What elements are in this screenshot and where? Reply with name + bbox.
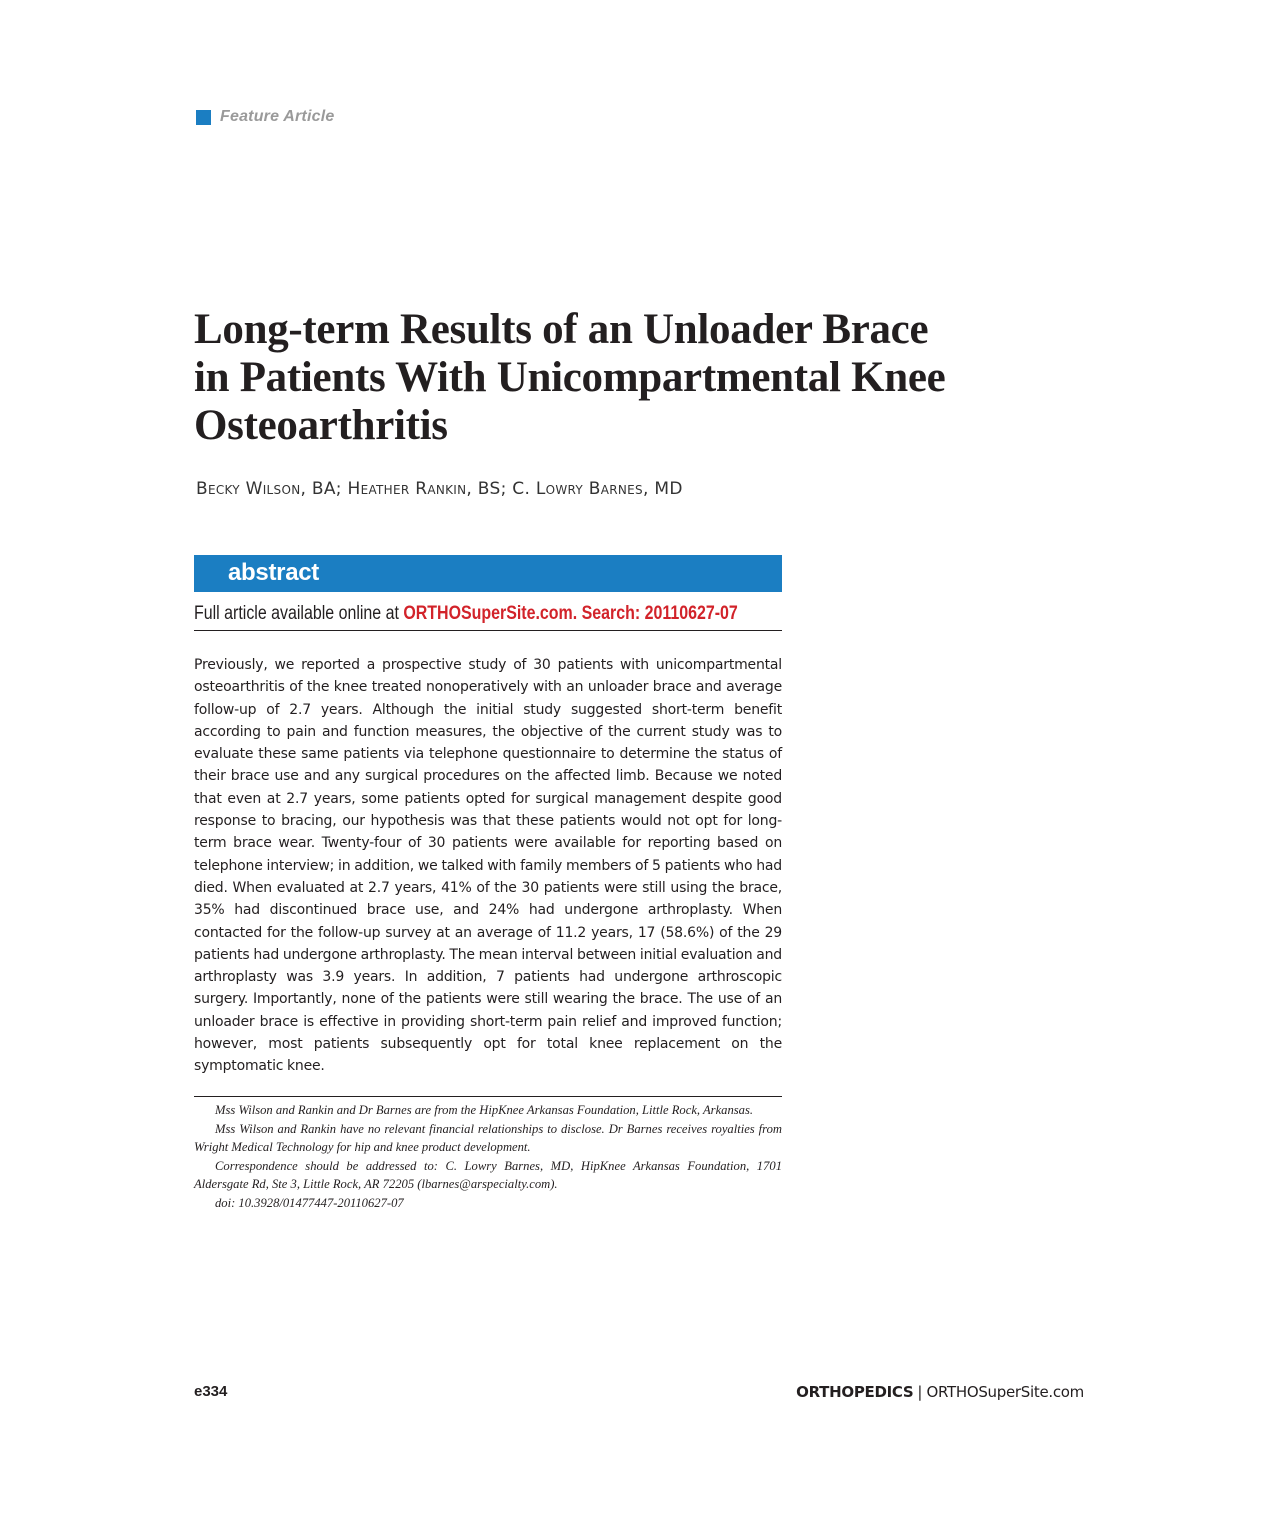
abstract-body: Previously, we reported a prospective study of 30 patients with unicompartmental osteoarthritis of the knee treated nonoperatively with an unloader brace and average follow-up of 2.7 years. Although the initial study suggested short-term benefit according to pain and function measures, the objective of the current study was to evaluate these same patients via telephone questionnaire to determine the status of their brace use and any surgical procedures on the affected limb. Because we noted that even at 2.7 years, some patients opted for surgical management despite good response to bracing, our hypothesis was that these patients would not opt for long-term brace wear. Twenty-four of 30 patients were available for reporting based on telephone interview; in addition, we talked with family members of 5 patients who had died. When evaluated at 2.7 years, 41% of the 30 patients were still using the brace, 35% had discontinued brace use, and 24% had undergone arthroplasty. When contacted for the follow-up survey at an average of 11.2 years, 17 (58.6%) of the 29 patients had undergone arthroplasty. The mean interval between initial evaluation and arthroplasty was 3.9 years. In addition, 7 patients had undergone arthroscopic surgery. Importantly, none of the patients were still wearing the brace. The use of an unloader brace is effective in providing short-term pain relief and improved function; however, most patients subsequently opt for total knee replacement on the symptomatic knee. xyxy=(194,657,782,1075)
article-title-line: Long-term Results of an Unloader Brace xyxy=(194,306,929,353)
section-label-text: Feature Article xyxy=(220,108,335,125)
section-label xyxy=(196,108,334,126)
journal-site-link[interactable]: ORTHOSuperSite.com xyxy=(926,1383,1084,1401)
footnote-disclosure: Mss Wilson and Rankin have no relevant financial relationships to disclose. Dr Barnes receives royalties from Wright Medical Technology for hip and knee product development. xyxy=(194,1121,782,1154)
author-list: Becky Wilson, BA; Heather Rankin, BS; C. Lowry Barnes, MD xyxy=(196,479,683,499)
article-title xyxy=(194,306,1094,450)
article-title-line: in Patients With Unicompartmental Knee xyxy=(194,354,946,401)
online-note-prefix: Full article available online at xyxy=(194,603,404,624)
online-site-link[interactable]: ORTHOSuperSite.com. xyxy=(403,603,578,624)
online-availability-note xyxy=(194,602,738,626)
footnote-correspondence: Correspondence should be addressed to: C. Lowry Barnes, MD, HipKnee Arkansas Foundation, 1701 Aldersgate Rd, Ste 3, Little Rock, AR 72205 (lbarnes@arspecialty.com). xyxy=(194,1158,782,1191)
online-search-code: Search: 20110627-07 xyxy=(577,603,738,624)
abstract-header-bar xyxy=(194,555,782,592)
online-note-divider xyxy=(194,630,782,631)
journal-name: ORTHOPEDICS xyxy=(796,1383,914,1401)
page-number: e334 xyxy=(194,1383,228,1400)
abstract-heading: abstract xyxy=(228,559,319,586)
footnotes xyxy=(194,1101,782,1212)
journal-separator: | xyxy=(917,1383,923,1401)
article-title-line: Osteoarthritis xyxy=(194,402,448,449)
section-square-icon xyxy=(196,110,211,125)
journal-footer xyxy=(796,1383,1084,1401)
footnote-affiliation: Mss Wilson and Rankin and Dr Barnes are from the HipKnee Arkansas Foundation, Little Rock, Arkansas. xyxy=(215,1103,754,1117)
footnote-divider xyxy=(194,1096,782,1097)
footnote-doi: doi: 10.3928/01477447-20110627-07 xyxy=(215,1195,404,1210)
